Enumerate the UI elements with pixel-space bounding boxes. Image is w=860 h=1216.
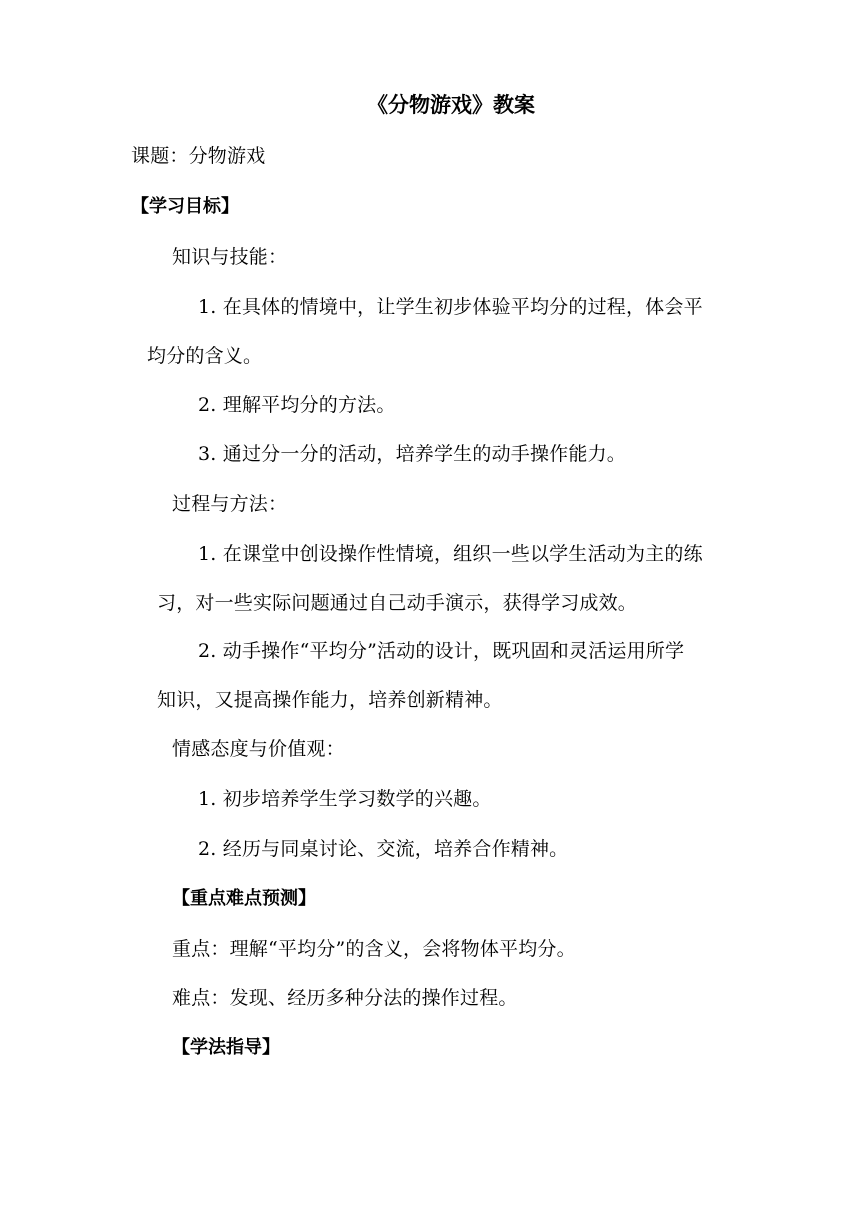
pm-item-2-line-1: 2. 动手操作“平均分”活动的设计，既巩固和灵活运用所学 — [198, 640, 685, 662]
ks-item-1-line-2: 均分的含义。 — [147, 345, 263, 367]
pm-item-2-line-2: 知识，又提高操作能力，培养创新精神。 — [157, 689, 503, 711]
ks-item-3: 3. 通过分一分的活动，培养学生的动手操作能力。 — [198, 443, 626, 465]
topic-line: 课题：分物游戏 — [131, 145, 266, 167]
knowledge-skills-label: 知识与技能： — [172, 246, 288, 268]
key-point: 重点：理解“平均分”的含义，会将物体平均分。 — [172, 938, 576, 960]
section-heading-objectives: 【学习目标】 — [131, 196, 239, 217]
ev-item-2: 2. 经历与同桌讨论、交流，培养合作精神。 — [198, 838, 569, 860]
emotion-values-label: 情感态度与价值观： — [172, 738, 345, 760]
section-heading-study-guide: 【学法指导】 — [172, 1037, 280, 1058]
ks-item-1-line-1: 1. 在具体的情境中，让学生初步体验平均分的过程，体会平 — [198, 296, 703, 318]
difficult-point: 难点：发现、经历多种分法的操作过程。 — [172, 987, 518, 1009]
pm-item-1-line-1: 1. 在课堂中创设操作性情境，组织一些以学生活动为主的练 — [198, 543, 703, 565]
pm-item-1-line-2: 习，对一些实际问题通过自己动手演示，获得学习成效。 — [157, 592, 638, 614]
section-heading-key-points: 【重点难点预测】 — [172, 888, 316, 909]
process-methods-label: 过程与方法： — [172, 493, 288, 515]
document-title: 《分物游戏》教案 — [367, 93, 535, 117]
ev-item-1: 1. 初步培养学生学习数学的兴趣。 — [198, 788, 492, 810]
ks-item-2: 2. 理解平均分的方法。 — [198, 394, 396, 416]
